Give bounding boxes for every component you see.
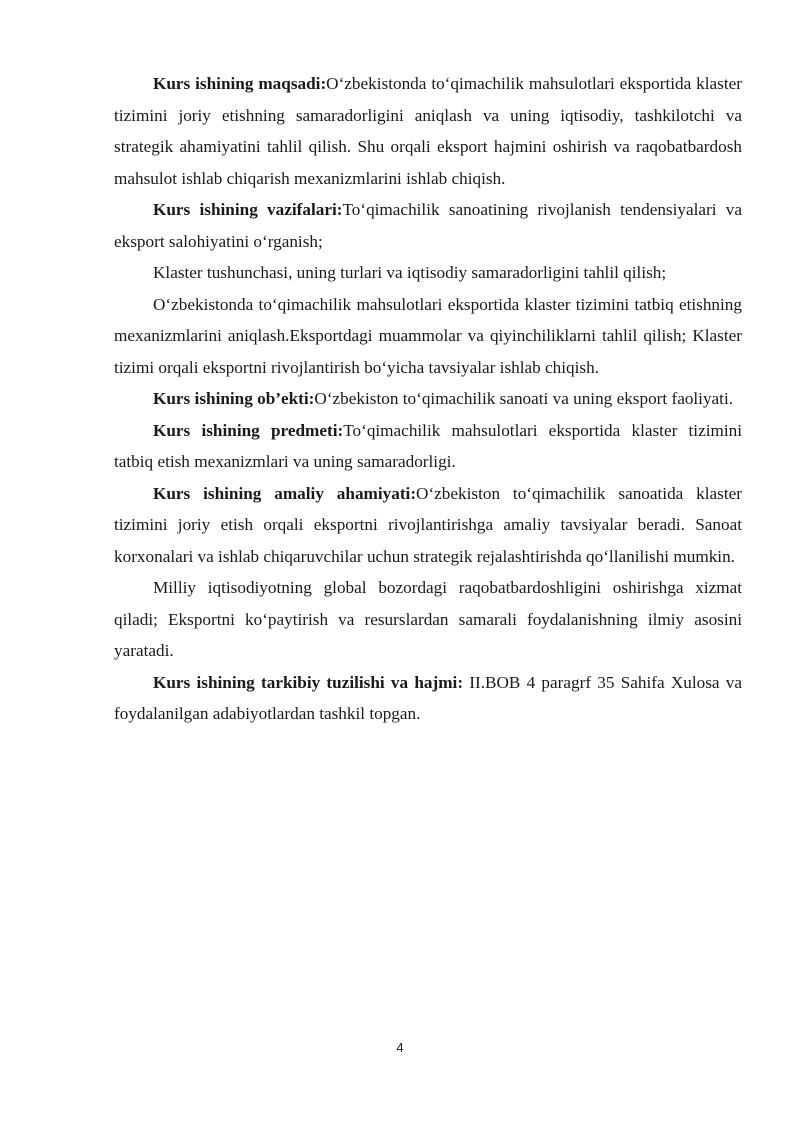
paragraph-lead: Kurs ishining vazifalari: — [153, 200, 343, 219]
paragraph-lead: Kurs ishining ob’ekti: — [153, 389, 315, 408]
paragraph-national-economy — [114, 572, 742, 667]
paragraph-text: O‘zbekiston to‘qimachilik sanoatida klaster tizimini joriy etish orqali eksportni rivojlantirishga amaliy tavsiyalar beradi. Sanoat korxonalari va ishlab chiqaruvchilar uchun strategik rejalashtirishda qo‘llanilishi mumkin. — [114, 483, 742, 566]
paragraph-text: O‘zbekistonda to‘qimachilik mahsulotlari eksportida klaster tizimini joriy etishning samaradorligini aniqlash va uning iqtisodiy, tashkilotchi va strategik ahamiyatini tahlil qilish. Shu orqali eksport hajmini oshirish va raqobatbardosh mahsulot ishlab chiqarish mexanizmlarini ishlab chiqish. — [114, 74, 742, 188]
page-number: 4 — [396, 1040, 404, 1055]
paragraph-object — [114, 383, 742, 415]
paragraph-lead: Kurs ishining predmeti: — [153, 420, 344, 440]
paragraph-text: Klaster tushunchasi, uning turlari va iqtisodiy samaradorligini tahlil qilish; — [153, 263, 667, 282]
paragraph-tasks — [114, 194, 742, 257]
paragraph-text: II.BOB 4 paragrf 35 Sahifa Xulosa va foydalanilgan adabiyotlardan tashkil topgan. — [114, 672, 742, 723]
paragraph-text: To‘qimachilik sanoatining rivojlanish tendensiyalari va eksport salohiyatini o‘rganish; — [114, 200, 742, 251]
paragraph-text: Milliy iqtisodiyotning global bozordagi raqobatbardoshligini oshirishga xizmat qiladi; Eksportni ko‘paytirish va resurslardan samarali foydalanishning ilmiy asosini yaratadi. — [114, 578, 742, 660]
paragraph-lead: Kurs ishining amaliy ahamiyati: — [153, 483, 417, 503]
paragraph-text: To‘qimachilik mahsulotlari eksportida klaster tizimini tatbiq etish mexanizmlari va uning samaradorligi. — [114, 420, 742, 471]
paragraph-structure — [114, 667, 742, 730]
paragraph-lead: Kurs ishining maqsadi: — [153, 74, 327, 93]
paragraph-text: O‘zbekistonda to‘qimachilik mahsulotlari eksportida klaster tizimini tatbiq etishning mexanizmlarini aniqlash.Eksportdagi muammolar va qiyinchiliklarni tahlil qilish; Klaster tizimi orqali eksportni rivojlantirish bo‘yicha tavsiyalar ishlab chiqish. — [114, 294, 742, 377]
document-body — [114, 68, 742, 730]
paragraph-text: O‘zbekiston to‘qimachilik sanoati va uning eksport faoliyati. — [314, 389, 734, 408]
paragraph-cluster-concept — [114, 257, 742, 289]
paragraph-subject — [114, 415, 742, 478]
paragraph-purpose — [114, 68, 742, 194]
paragraph-lead: Kurs ishining tarkibiy tuzilishi va hajmi: — [153, 672, 464, 692]
paragraph-mechanisms — [114, 289, 742, 384]
paragraph-practical-significance — [114, 478, 742, 573]
